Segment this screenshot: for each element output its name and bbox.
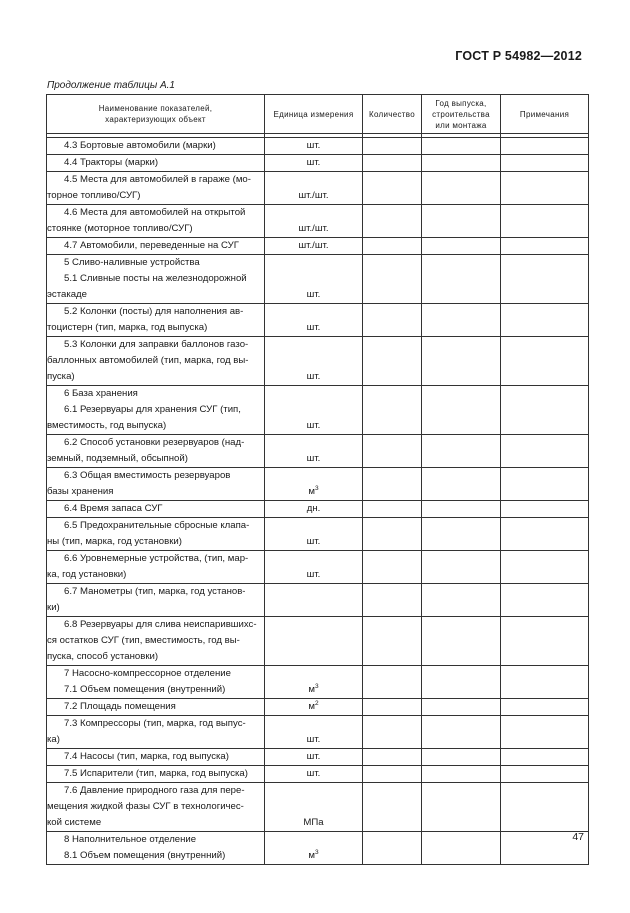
unit-cell — [265, 666, 363, 699]
indicator-name-line: базы хранения — [47, 486, 114, 497]
table-row — [47, 501, 589, 518]
year-cell — [422, 699, 501, 716]
quantity-cell — [363, 584, 422, 617]
notes-cell — [501, 551, 589, 584]
year-cell — [422, 666, 501, 699]
indicator-name-line: тоцистерн (тип, марка, год выпуска) — [47, 322, 208, 333]
indicator-name-line: мещения жидкой фазы СУГ в технологичес- — [47, 801, 244, 812]
indicator-name-line: 5.1 Сливные посты на железнодорожной — [64, 273, 247, 284]
indicator-name-line: 5 Сливо-наливные устройства — [64, 257, 200, 268]
unit-value: шт. — [306, 140, 321, 151]
header-line: Единица измерения — [273, 109, 354, 119]
indicator-name-line: 4.5 Места для автомобилей в гараже (мо- — [64, 174, 251, 185]
unit-cell — [265, 468, 363, 501]
indicator-name-line: 6.1 Резервуары для хранения СУГ (тип, — [64, 404, 241, 415]
notes-cell — [501, 666, 589, 699]
quantity-cell — [363, 699, 422, 716]
notes-cell — [501, 337, 589, 386]
column-header-year — [422, 95, 501, 134]
unit-cell — [265, 617, 363, 666]
indicator-name-cell — [47, 501, 265, 518]
table-row — [47, 386, 589, 435]
unit-value: шт. — [306, 420, 321, 431]
year-cell — [422, 584, 501, 617]
header-line: характеризующих объект — [105, 115, 206, 124]
indicator-name-cell — [47, 138, 265, 155]
table-row — [47, 666, 589, 699]
unit-cell — [265, 386, 363, 435]
unit-value: шт. — [306, 322, 321, 333]
unit-value: шт. — [306, 569, 321, 580]
unit-cell — [265, 337, 363, 386]
unit-value: шт. — [306, 453, 321, 464]
indicator-name-line: 8 Наполнительное отделение — [64, 834, 197, 845]
indicator-name-line: стоянке (моторное топливо/СУГ) — [47, 223, 193, 234]
table-row — [47, 617, 589, 666]
notes-cell — [501, 716, 589, 749]
unit-cell — [265, 766, 363, 783]
page-number: 47 — [572, 831, 584, 843]
header-line: Год выпуска, — [435, 98, 487, 108]
unit-cell — [265, 518, 363, 551]
unit-cell — [265, 749, 363, 766]
unit-cell — [265, 783, 363, 832]
unit-cell — [265, 138, 363, 155]
unit-cell — [265, 238, 363, 255]
table-row — [47, 716, 589, 749]
indicator-name-line: 6.8 Резервуары для слива неиспарившихс- — [64, 619, 257, 630]
quantity-cell — [363, 749, 422, 766]
unit-value: шт. — [306, 371, 321, 382]
header-line: или монтажа — [435, 120, 487, 130]
year-cell — [422, 617, 501, 666]
unit-value: дн. — [306, 503, 321, 514]
indicator-name-line: 7.4 Насосы (тип, марка, год выпуска) — [64, 751, 229, 762]
unit-value: м — [308, 850, 315, 861]
notes-cell — [501, 155, 589, 172]
quantity-cell — [363, 255, 422, 304]
unit-cell — [265, 501, 363, 518]
year-cell — [422, 138, 501, 155]
indicator-name-cell — [47, 551, 265, 584]
year-cell — [422, 501, 501, 518]
notes-cell — [501, 783, 589, 832]
column-header-name — [47, 95, 265, 134]
table-row — [47, 435, 589, 468]
indicator-name-line: ки) — [47, 602, 60, 613]
indicator-name-line: 4.3 Бортовые автомобили (марки) — [64, 140, 216, 151]
unit-value: шт./шт. — [298, 240, 329, 251]
indicator-name-line: 4.6 Места для автомобилей на открытой — [64, 207, 246, 218]
indicator-name-line: 6.6 Уровнемерные устройства, (тип, мар- — [64, 553, 249, 564]
indicator-name-cell — [47, 749, 265, 766]
quantity-cell — [363, 551, 422, 584]
indicator-name-line: кой системе — [47, 817, 102, 828]
quantity-cell — [363, 716, 422, 749]
quantity-cell — [363, 205, 422, 238]
unit-value: м — [308, 701, 315, 712]
unit-value: шт. — [306, 734, 321, 745]
indicator-name-cell — [47, 666, 265, 699]
table-row — [47, 766, 589, 783]
indicator-name-line: 7.6 Давление природного газа для пере- — [64, 785, 245, 796]
table-row — [47, 518, 589, 551]
unit-exponent: 3 — [314, 682, 319, 690]
quantity-cell — [363, 138, 422, 155]
year-cell — [422, 551, 501, 584]
indicator-name-cell — [47, 435, 265, 468]
notes-cell — [501, 435, 589, 468]
indicator-name-line: 6.7 Манометры (тип, марка, год установ- — [64, 586, 246, 597]
indicator-name-line: ся остатков СУГ (тип, вместимость, год вы- — [47, 635, 240, 646]
year-cell — [422, 304, 501, 337]
indicator-name-line: торное топливо/СУГ) — [47, 190, 141, 201]
notes-cell — [501, 304, 589, 337]
indicator-name-line: ка) — [47, 734, 60, 745]
quantity-cell — [363, 337, 422, 386]
indicator-name-line: 4.4 Тракторы (марки) — [64, 157, 159, 168]
year-cell — [422, 716, 501, 749]
indicator-name-line: 7.5 Испарители (тип, марка, год выпуска) — [64, 768, 248, 779]
indicator-name-line: 7.3 Компрессоры (тип, марка, год выпус- — [64, 718, 246, 729]
notes-cell — [501, 386, 589, 435]
indicator-name-cell — [47, 205, 265, 238]
year-cell — [422, 468, 501, 501]
indicator-name-line: 7.2 Площадь помещения — [64, 701, 176, 712]
indicator-name-cell — [47, 783, 265, 832]
indicator-name-line: 5.2 Колонки (посты) для наполнения ав- — [64, 306, 244, 317]
unit-cell — [265, 304, 363, 337]
quantity-cell — [363, 386, 422, 435]
header-line: Наименование показателей, — [98, 104, 213, 113]
indicator-name-line: 6 База хранения — [64, 388, 138, 399]
quantity-cell — [363, 304, 422, 337]
indicator-name-cell — [47, 238, 265, 255]
unit-value: шт. — [306, 536, 321, 547]
indicator-name-line: 6.4 Время запаса СУГ — [64, 503, 163, 514]
unit-exponent: 3 — [314, 484, 319, 492]
indicator-name-line: земный, подземный, обсыпной) — [47, 453, 188, 464]
indicator-name-cell — [47, 155, 265, 172]
notes-cell — [501, 518, 589, 551]
quantity-cell — [363, 172, 422, 205]
notes-cell — [501, 699, 589, 716]
indicator-name-cell — [47, 617, 265, 666]
unit-exponent: 3 — [314, 848, 319, 856]
indicator-name-line: 5.3 Колонки для заправки баллонов газо- — [64, 339, 249, 350]
column-header-notes — [501, 95, 589, 134]
year-cell — [422, 255, 501, 304]
indicator-name-line: 6.5 Предохранительные сбросные клапа- — [64, 520, 250, 531]
indicator-name-line: эстакаде — [47, 289, 87, 300]
table-row — [47, 172, 589, 205]
quantity-cell — [363, 766, 422, 783]
unit-value: шт. — [306, 768, 321, 779]
year-cell — [422, 783, 501, 832]
notes-cell — [501, 617, 589, 666]
table-caption: Продолжение таблицы А.1 — [47, 80, 175, 91]
unit-cell — [265, 205, 363, 238]
document-standard-code: ГОСТ Р 54982—2012 — [455, 49, 582, 63]
indicator-name-cell — [47, 584, 265, 617]
column-header-quantity — [363, 95, 422, 134]
header-line: строительства — [432, 109, 490, 119]
year-cell — [422, 238, 501, 255]
unit-cell — [265, 255, 363, 304]
unit-value: м — [308, 486, 315, 497]
notes-cell — [501, 138, 589, 155]
table-row — [47, 832, 589, 865]
quantity-cell — [363, 666, 422, 699]
indicator-name-line: вместимость, год выпуска) — [47, 420, 167, 431]
table-row — [47, 551, 589, 584]
indicator-name-line: ны (тип, марка, год установки) — [47, 536, 182, 547]
table-row — [47, 749, 589, 766]
year-cell — [422, 518, 501, 551]
table-row — [47, 304, 589, 337]
indicator-name-cell — [47, 304, 265, 337]
header-line: Примечания — [519, 109, 570, 119]
unit-cell — [265, 699, 363, 716]
indicator-name-cell — [47, 386, 265, 435]
year-cell — [422, 337, 501, 386]
notes-cell — [501, 766, 589, 783]
unit-value: МПа — [303, 817, 324, 828]
notes-cell — [501, 238, 589, 255]
unit-cell — [265, 832, 363, 865]
indicator-name-line: пуска, способ установки) — [47, 651, 159, 662]
table-row — [47, 337, 589, 386]
table-row — [47, 155, 589, 172]
notes-cell — [501, 468, 589, 501]
quantity-cell — [363, 468, 422, 501]
year-cell — [422, 749, 501, 766]
indicator-name-cell — [47, 468, 265, 501]
table-header-row — [47, 95, 589, 134]
year-cell — [422, 172, 501, 205]
unit-cell — [265, 155, 363, 172]
quantity-cell — [363, 238, 422, 255]
indicator-name-line: 7 Насосно-компрессорное отделение — [64, 668, 231, 679]
unit-cell — [265, 551, 363, 584]
table-body — [47, 138, 589, 865]
quantity-cell — [363, 518, 422, 551]
table-row — [47, 699, 589, 716]
year-cell — [422, 155, 501, 172]
unit-value: шт./шт. — [298, 190, 329, 201]
table-row — [47, 255, 589, 304]
unit-value: шт./шт. — [298, 223, 329, 234]
indicator-name-line: 8.1 Объем помещения (внутренний) — [64, 850, 226, 861]
notes-cell — [501, 749, 589, 766]
year-cell — [422, 832, 501, 865]
quantity-cell — [363, 617, 422, 666]
unit-cell — [265, 716, 363, 749]
specification-table — [46, 94, 589, 865]
year-cell — [422, 386, 501, 435]
unit-value: шт. — [306, 157, 321, 168]
indicator-name-cell — [47, 716, 265, 749]
table-row — [47, 138, 589, 155]
notes-cell — [501, 501, 589, 518]
quantity-cell — [363, 155, 422, 172]
unit-value: шт. — [306, 289, 321, 300]
quantity-cell — [363, 783, 422, 832]
table-row — [47, 584, 589, 617]
table-row — [47, 468, 589, 501]
notes-cell — [501, 205, 589, 238]
table-row — [47, 238, 589, 255]
indicator-name-line: 6.2 Способ установки резервуаров (над- — [64, 437, 245, 448]
indicator-name-line: пуска) — [47, 371, 75, 382]
indicator-name-line: ка, год установки) — [47, 569, 127, 580]
year-cell — [422, 205, 501, 238]
column-header-unit — [265, 95, 363, 134]
indicator-name-cell — [47, 766, 265, 783]
quantity-cell — [363, 501, 422, 518]
unit-exponent: 2 — [314, 699, 319, 707]
year-cell — [422, 766, 501, 783]
indicator-name-cell — [47, 255, 265, 304]
indicator-name-cell — [47, 172, 265, 205]
indicator-name-line: 4.7 Автомобили, переведенные на СУГ — [64, 240, 239, 251]
unit-cell — [265, 172, 363, 205]
indicator-name-cell — [47, 832, 265, 865]
table-row — [47, 205, 589, 238]
indicator-name-cell — [47, 337, 265, 386]
notes-cell — [501, 172, 589, 205]
table-row — [47, 783, 589, 832]
header-line: Количество — [369, 109, 415, 119]
year-cell — [422, 435, 501, 468]
indicator-name-line: 6.3 Общая вместимость резервуаров — [64, 470, 231, 481]
indicator-name-cell — [47, 518, 265, 551]
notes-cell — [501, 584, 589, 617]
indicator-name-cell — [47, 699, 265, 716]
notes-cell — [501, 255, 589, 304]
quantity-cell — [363, 435, 422, 468]
unit-cell — [265, 435, 363, 468]
unit-cell — [265, 584, 363, 617]
unit-value: м — [308, 684, 315, 695]
indicator-name-line: баллонных автомобилей (тип, марка, год вы- — [47, 355, 249, 366]
indicator-name-line: 7.1 Объем помещения (внутренний) — [64, 684, 226, 695]
quantity-cell — [363, 832, 422, 865]
unit-value: шт. — [306, 751, 321, 762]
